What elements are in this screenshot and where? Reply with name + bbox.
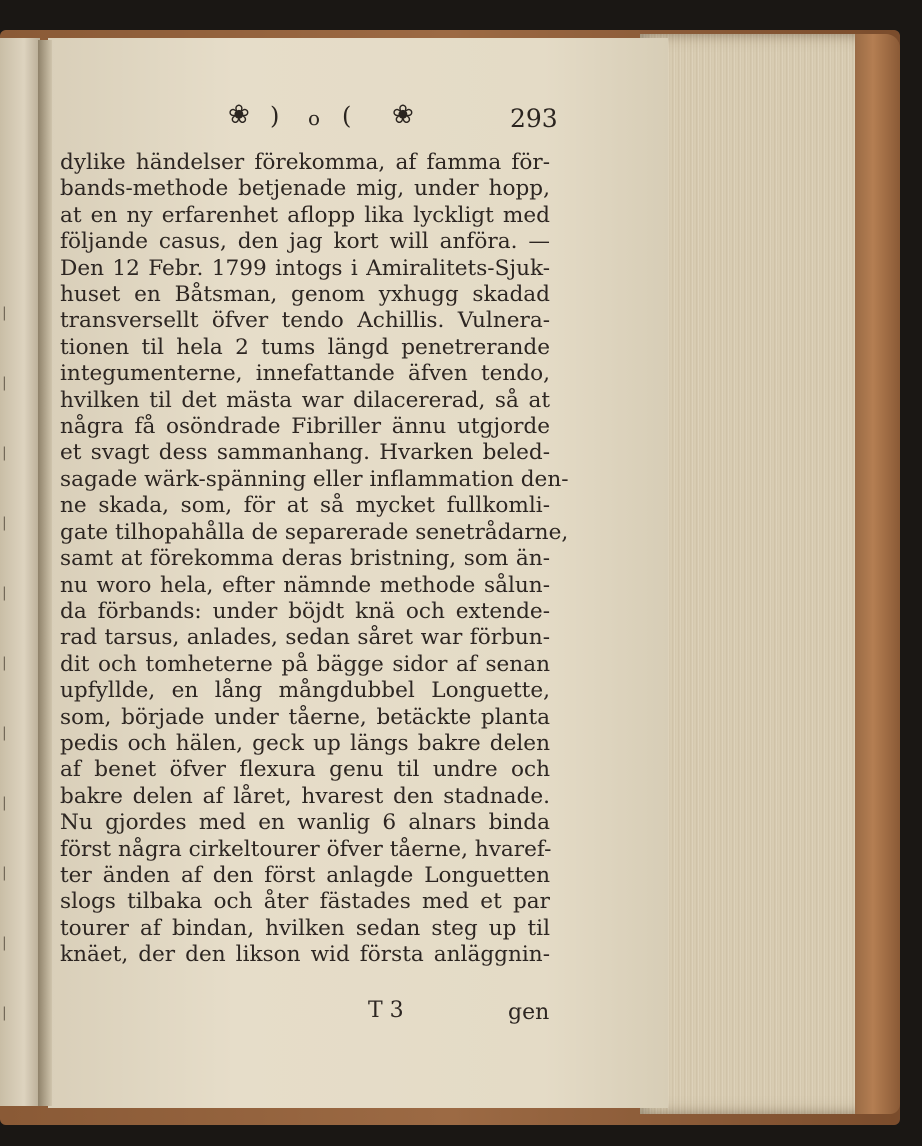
text-line: upfyllde, en lång mångdubbel Longuette, (60, 678, 550, 704)
text-line: da förbands: under böjdt knä och extende- (60, 598, 550, 624)
text-line: Nu gjordes med en wanlig 6 alnars binda (60, 810, 550, 836)
edge-mark: | (2, 515, 7, 531)
edge-mark: | (2, 585, 7, 601)
text-line: rad tarsus, anlades, sedan såret war förbun- (60, 625, 550, 651)
text-line: ter änden af den först anlagde Longuetten (60, 862, 550, 888)
left-page-marks (2, 278, 10, 1078)
text-line: följande casus, den jag kort will anföra. — (60, 229, 550, 255)
text-line: at en ny erfarenhet aflopp lika lyckligt med (60, 202, 550, 228)
cover-edge (855, 34, 900, 1114)
text-line: dylike händelser förekomma, af famma för- (60, 150, 550, 175)
edge-mark: | (2, 375, 7, 391)
text-line: huset en Båtsman, genom yxhugg skadad (60, 282, 550, 308)
text-line: nu woro hela, efter nämnde methode sålun- (60, 572, 550, 598)
text-line: sagade wärk-spänning eller inflammation den- (60, 466, 569, 492)
text-line: knäet, der den likson wid första anläggnin- (60, 942, 550, 968)
edge-mark: | (2, 865, 7, 881)
catchword: gen (508, 1000, 550, 1025)
edge-mark: | (2, 1005, 7, 1021)
text-line: et svagt dess sammanhang. Hvarken beled- (60, 440, 550, 466)
signature-mark: T 3 (368, 998, 404, 1023)
text-line: tionen til hela 2 tums längd penetrerande (60, 334, 550, 360)
text-line: bakre delen af låret, hvarest den stadnade. (60, 783, 550, 809)
text-line: af benet öfver flexura genu til undre och (60, 757, 550, 783)
text-line: slogs tilbaka och åter fästades med et par (60, 889, 550, 915)
text-line: som, började under tåerne, betäckte planta (60, 704, 550, 730)
text-line: transversellt öfver tendo Achillis. Vulnera- (60, 308, 550, 334)
edge-mark: | (2, 305, 7, 321)
left-page-edge (0, 38, 40, 1106)
text-line: tourer af bindan, hvilken sedan steg up til (60, 915, 550, 941)
edge-mark: | (2, 935, 7, 951)
page-number: 293 (510, 104, 558, 133)
edge-mark: | (2, 725, 7, 741)
text-line: ne skada, som, för at så mycket fullkomli- (60, 493, 550, 519)
running-head (228, 100, 568, 140)
running-head-mark: o (308, 106, 321, 130)
text-line: pedis och hälen, geck up längs bakre delen (60, 730, 550, 756)
body-text (60, 150, 569, 969)
text-line: integumenterne, innefattande äfven tendo, (60, 361, 550, 387)
flower-ornament-icon: ❀ (228, 100, 250, 130)
text-line: samt at förekomma deras bristning, som än- (60, 546, 550, 572)
edge-mark: | (2, 655, 7, 671)
flower-ornament-icon: ❀ (392, 100, 414, 130)
text-line: först några cirkeltourer öfver tåerne, hvaref- (60, 836, 552, 862)
running-head-mark: ) (270, 102, 280, 130)
text-line: hvilken til det mästa war dilacererad, så at (60, 387, 550, 413)
text-line: bands-methode betjenade mig, under hopp, (60, 176, 550, 202)
edge-mark: | (2, 795, 7, 811)
book-gutter (38, 40, 52, 1106)
text-line: några få osöndrade Fibriller ännu utgjorde (60, 414, 550, 440)
running-head-mark: ( (342, 102, 352, 130)
text-line: Den 12 Febr. 1799 intogs i Amiralitets-Sjuk- (60, 255, 550, 281)
text-line: dit och tomheterne på bägge sidor af senan (60, 651, 550, 677)
page-stack-edge (640, 34, 880, 1114)
text-line: gate tilhopahålla de separerade senetrådarne, (60, 519, 569, 545)
edge-mark: | (2, 445, 7, 461)
